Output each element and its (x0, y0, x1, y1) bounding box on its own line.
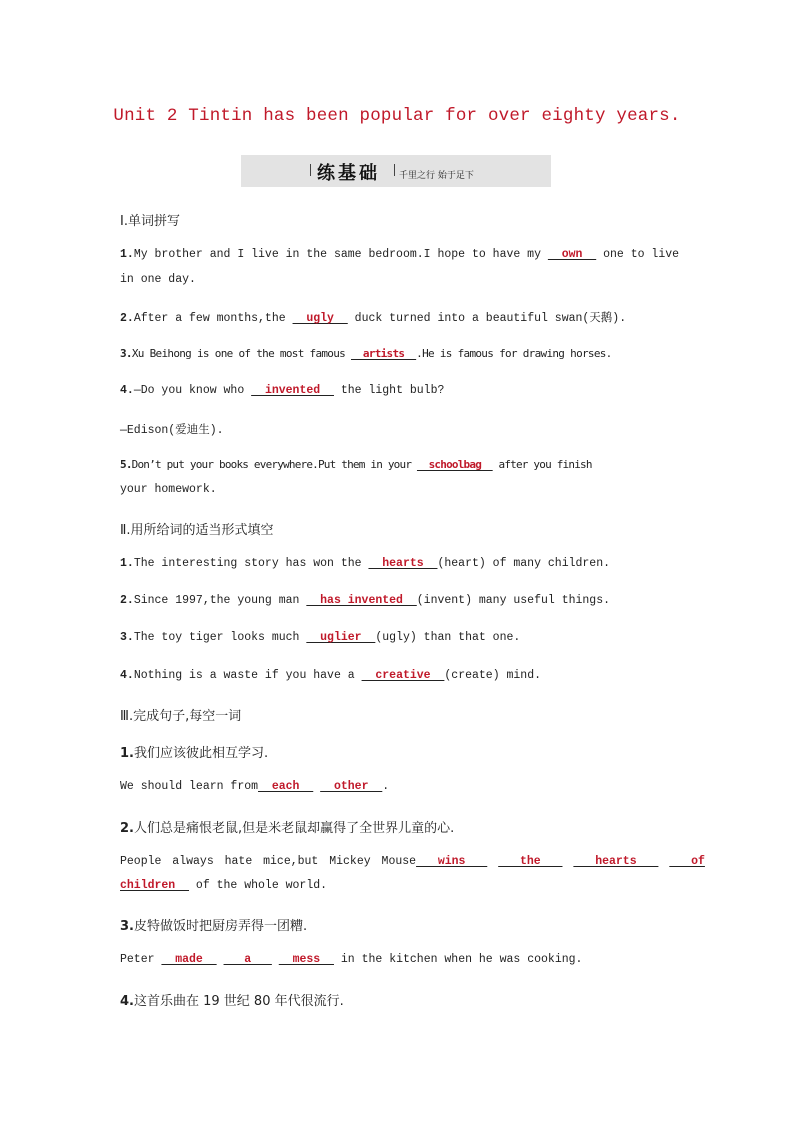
answer-blank[interactable]: has invented (306, 594, 417, 607)
question-continuation: in one day. (120, 273, 196, 286)
question: 4.—Do you know who invented the light bulb? (120, 384, 445, 397)
question: 4.Nothing is a waste if you have a creative (create) mind. (120, 669, 542, 682)
answer-blank[interactable]: other (320, 780, 383, 793)
answer-blank[interactable]: invented (251, 384, 334, 397)
answer-blank[interactable]: ugly (292, 312, 348, 325)
question: We should learn from each other . (120, 780, 390, 793)
answer-blank[interactable]: of (669, 855, 705, 868)
answer-blank[interactable]: children (120, 879, 190, 892)
answer-blank[interactable]: uglier (306, 631, 376, 644)
question: 5.Don’t put your books everywhere.Put them in your schoolbag after you finish (120, 458, 592, 471)
section-heading: Ⅲ.完成句子,每空一词 (120, 709, 242, 724)
section-heading: Ⅱ.用所给词的适当形式填空 (120, 523, 274, 538)
answer-blank[interactable]: own (547, 248, 597, 261)
question: 2.Since 1997,the young man has invented (invent) many useful things. (120, 594, 610, 607)
question-continuation: your homework. (120, 483, 217, 496)
question: 1.My brother and I live in the same bedroom.I hope to have my own one to live (120, 248, 680, 261)
answer-blank[interactable]: wins (416, 855, 488, 868)
answer-blank[interactable]: hearts (573, 855, 659, 868)
question-continuation: —Edison(爱迪生). (120, 424, 224, 437)
question-chinese: 1.我们应该彼此相互学习. (120, 746, 269, 761)
question-chinese: 4.这首乐曲在 19 世纪 80 年代很流行. (120, 994, 344, 1009)
question: People always hate mice,but Mickey Mouse wins the hearts of (120, 855, 705, 868)
answer-blank[interactable]: made (161, 953, 217, 966)
banner-divider (394, 164, 395, 176)
page-title: Unit 2 Tintin has been popular for over eighty years. (113, 106, 681, 126)
answer-blank[interactable]: a (223, 953, 272, 966)
answer-blank[interactable]: artists (351, 347, 417, 360)
question: 2.After a few months,the ugly duck turned into a beautiful swan(天鹅). (120, 312, 627, 325)
answer-blank[interactable]: creative (361, 669, 445, 682)
section-heading: Ⅰ.单词拼写 (120, 214, 180, 229)
answer-blank[interactable]: schoolbag (416, 458, 493, 471)
question: 3.The toy tiger looks much uglier (ugly) than that one. (120, 631, 521, 644)
question-chinese: 3.皮特做饭时把厨房弄得一团糟. (120, 919, 308, 934)
answer-blank[interactable]: hearts (368, 557, 438, 570)
answer-blank[interactable]: the (498, 855, 563, 868)
answer-blank[interactable]: mess (278, 953, 334, 966)
banner-divider (310, 164, 311, 176)
banner-main: 练基础 (317, 163, 380, 184)
question: 3.Xu Beihong is one of the most famous artists .He is famous for drawing horses. (120, 347, 612, 360)
answer-blank[interactable]: each (258, 780, 314, 793)
question-continuation: children of the whole world. (120, 879, 328, 892)
banner-sub: 千里之行 始于足下 (399, 171, 474, 181)
question: Peter made a mess in the kitchen when he was cooking. (120, 953, 583, 966)
question-chinese: 2.人们总是痛恨老鼠,但是米老鼠却赢得了全世界儿童的心. (120, 821, 455, 836)
section-banner (241, 155, 551, 187)
question: 1.The interesting story has won the hearts (heart) of many children. (120, 557, 610, 570)
